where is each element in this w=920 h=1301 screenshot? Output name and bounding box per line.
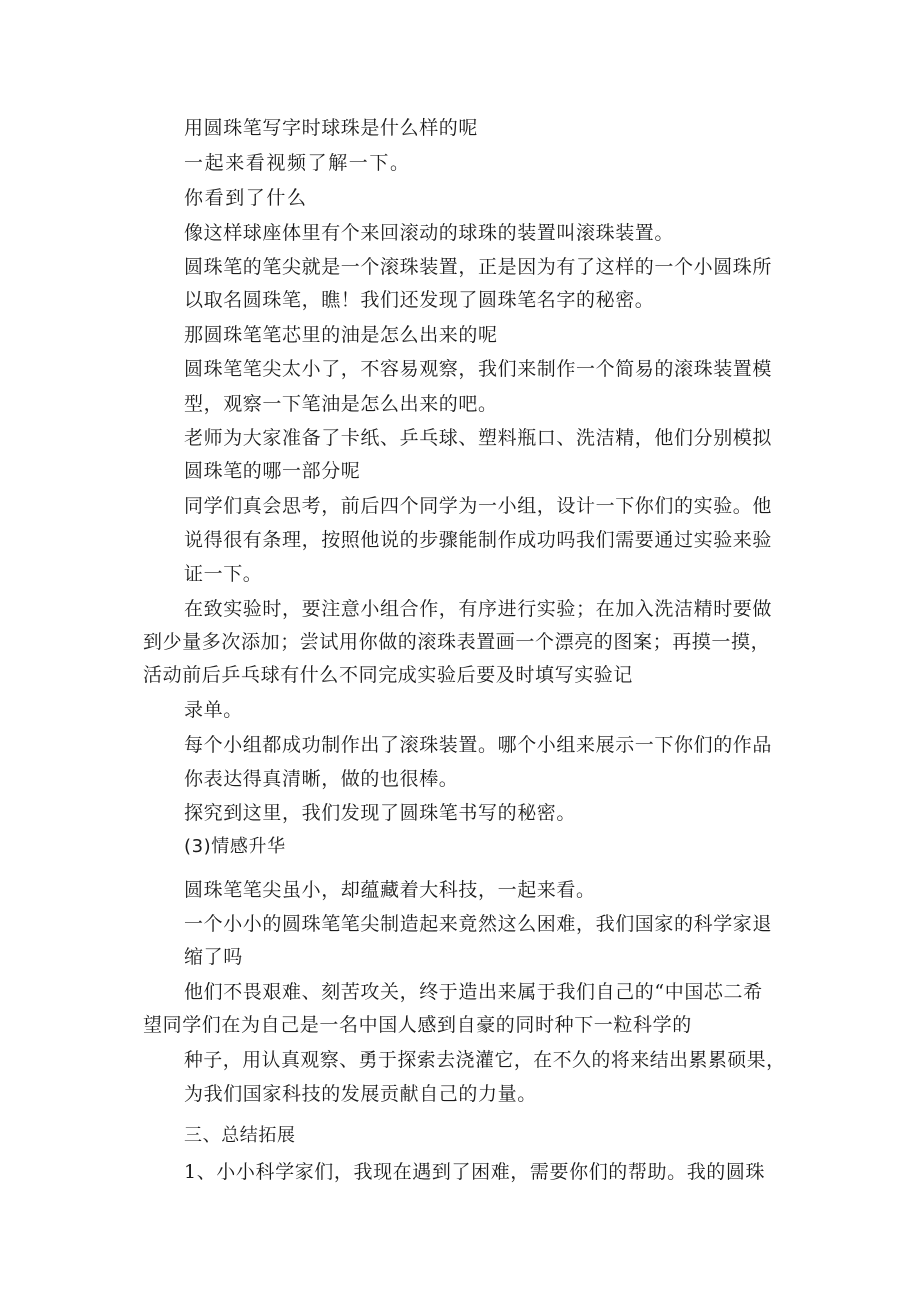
text-line: 为我们国家科技的发展贡献自己的力量。 <box>184 1083 537 1105</box>
text-line: 像这样球座体里有个来回滚动的球珠的装置叫滚珠装置。 <box>184 222 675 244</box>
text-line: 用圆珠笔写字时球珠是什么样的呢 <box>184 117 479 139</box>
text-line: 一个小小的圆珠笔笔尖制造起来竟然这么困难，我们国家的科学家退 <box>184 913 773 935</box>
text-line: 圆珠笔笔尖虽小，却蕴藏着大科技，一起来看。 <box>184 879 596 901</box>
section-heading: 三、总结拓展 <box>184 1125 296 1146</box>
text-line: 那圆珠笔笔芯里的油是怎么出来的呢 <box>184 324 498 346</box>
text-line: 到少量多次添加；尝试用你做的滚珠表置画一个漂亮的图案；再摸一摸， <box>143 631 771 653</box>
text-line: 种子，用认真观察、勇于探索去浇灌它，在不久的将来结出累累硕果， <box>184 1049 786 1071</box>
text-line: 老师为大家准备了卡纸、乒乓球、塑料瓶口、洗洁精，他们分别模拟 <box>184 427 773 449</box>
text-line: 同学们真会思考，前后四个同学为一小组，设计一下你们的实验。他 <box>184 495 773 517</box>
text-line: 望同学们在为自己是一名中国人感到自豪的同时种下一粒科学的 <box>143 1014 692 1036</box>
text-line: 说得很有条理，按照他说的步骤能制作成功吗我们需要通过实验来验 <box>184 529 773 551</box>
text-line: 在致实验时，要注意小组合作，有序进行实验；在加入洗洁精时要做 <box>184 598 773 620</box>
text-line: 以取名圆珠笔，瞧！我们还发现了圆珠笔名字的秘密。 <box>184 289 655 311</box>
text-line: 一起来看视频了解一下。 <box>184 152 411 174</box>
text-line: 缩了吗 <box>184 946 243 968</box>
text-line: 他们不畏艰难、刻苦攻关，终于造出来属于我们自己的“中国芯二希 <box>184 981 763 1003</box>
text-line: 活动前后乒乓球有什么不同完成实验后要及时填写实验记 <box>143 664 634 686</box>
text-line: 圆珠笔笔尖太小了，不容易观察，我们来制作一个简易的滚珠装置模 <box>184 358 773 380</box>
text-line: 圆珠笔的哪一部分呢 <box>184 460 361 482</box>
text-line: 证一下。 <box>184 563 263 585</box>
text-line: 每个小组都成功制作出了滚珠装置。哪个小组来展示一下你们的作品 <box>184 734 773 756</box>
text-line: 录单。 <box>184 699 243 721</box>
text-line: 圆珠笔的笔尖就是一个滚珠装置，正是因为有了这样的一个小圆珠所 <box>184 256 773 278</box>
text-line: 1、小小科学家们，我现在遇到了困难，需要你们的帮助。我的圆珠 <box>184 1161 766 1183</box>
section-heading: (3)情感升华 <box>184 836 286 857</box>
text-line: 你看到了什么 <box>184 187 308 209</box>
text-line: 你表达得真清晰，做的也很棒。 <box>184 768 459 790</box>
text-line: 型，观察一下笔油是怎么出来的吧。 <box>184 393 498 415</box>
text-line: 探究到这里，我们发现了圆珠笔书写的秘密。 <box>184 802 577 824</box>
